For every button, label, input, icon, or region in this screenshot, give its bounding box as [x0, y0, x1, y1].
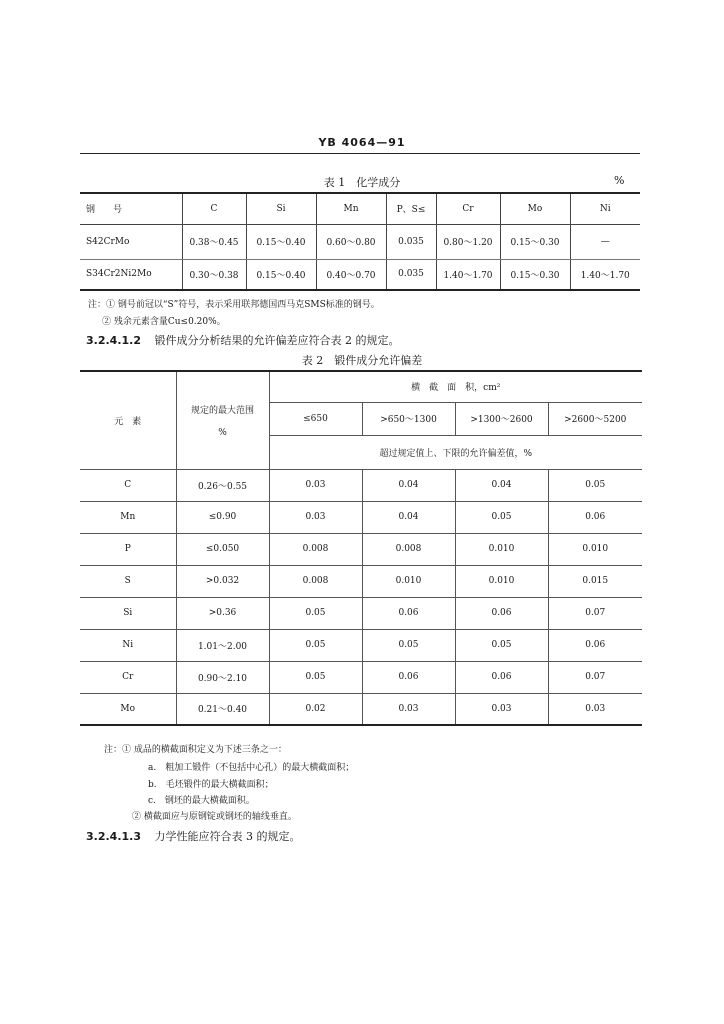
table2-area-header: 横 截 面 积，cm²: [269, 371, 642, 402]
table2-cell: 0.05: [455, 629, 548, 661]
table2-cell: 1.01～2.00: [176, 629, 269, 661]
table2-cell: 0.90～2.10: [176, 661, 269, 693]
table1-col-mo: Mo: [500, 193, 570, 224]
table2-note-b: b. 毛坯锻件的最大横截面积；: [148, 780, 274, 790]
table2-note-2: ② 横截面应与原钢锭或钢坯的轴线垂直。: [132, 812, 297, 822]
table1-cell: 1.40～1.70: [570, 259, 640, 290]
table1-col-mn: Mn: [316, 193, 386, 224]
table1-cell: 0.035: [386, 259, 436, 290]
table2-cell: 0.05: [362, 629, 455, 661]
table1-cell: 0.40～0.70: [316, 259, 386, 290]
table2-deviation-label: 超过规定值上、下限的允许偏差值，%: [269, 435, 642, 469]
table2-cell: 0.07: [548, 597, 642, 629]
table1-cell: 0.38～0.45: [182, 224, 246, 259]
table2-cell: 0.03: [269, 501, 362, 533]
table2-cell: ≤0.050: [176, 533, 269, 565]
table-row: [80, 469, 642, 501]
table2-cell: 0.010: [362, 565, 455, 597]
table2-cell: 0.04: [362, 469, 455, 501]
table2-cell: 0.008: [269, 565, 362, 597]
doc-code-header: YB 4064—91: [318, 136, 406, 149]
table1-cell: 0.15～0.30: [500, 224, 570, 259]
table2-cell: 0.05: [548, 469, 642, 501]
table2-cell: >0.36: [176, 597, 269, 629]
table2-cell: 0.06: [455, 597, 548, 629]
table2-cell: Mn: [80, 501, 176, 533]
table1-cell: 0.15～0.30: [500, 259, 570, 290]
table2-cell: Mo: [80, 693, 176, 725]
table2-cell: 0.04: [362, 501, 455, 533]
table1-col-ps: P、S≤: [386, 193, 436, 224]
table2-area-range: >650～1300: [362, 402, 455, 435]
table2-cell: 0.04: [455, 469, 548, 501]
table2-cell: 0.06: [455, 661, 548, 693]
table2-cell: Si: [80, 597, 176, 629]
section-3-2-4-1-3: [86, 828, 300, 844]
table1-unit: %: [614, 174, 625, 187]
table2-cell: >0.032: [176, 565, 269, 597]
table-row: [80, 693, 642, 725]
table2-cell: C: [80, 469, 176, 501]
table1-cell: S34Cr2Ni2Mo: [80, 259, 182, 290]
table2-note-a: a. 粗加工锻件（不包括中心孔）的最大横截面积；: [148, 763, 355, 773]
table2-cell: 0.06: [362, 661, 455, 693]
table1-col-ni: Ni: [570, 193, 640, 224]
table2: [80, 370, 642, 726]
table2-cell: 0.008: [269, 533, 362, 565]
table2-col-element: 元 素: [80, 371, 176, 469]
table2-area-range: ≤650: [269, 402, 362, 435]
table-row: [80, 597, 642, 629]
table1-col-grade: 钢 号: [80, 193, 182, 224]
table1-cell: 0.15～0.40: [246, 259, 316, 290]
table-row: [80, 533, 642, 565]
table-row: [80, 259, 640, 290]
table2-area-range: >2600～5200: [548, 402, 642, 435]
table1-col-cr: Cr: [436, 193, 500, 224]
section-text: 锻件成分分析结果的允许偏差应符合表 2 的规定。: [154, 334, 400, 347]
table2-cell: 0.03: [455, 693, 548, 725]
table2-col-max-range-unit: %: [218, 427, 227, 438]
table2-cell: 0.03: [548, 693, 642, 725]
table2-cell: 0.03: [362, 693, 455, 725]
table2-cell: 0.02: [269, 693, 362, 725]
section-3-2-4-1-2: [86, 332, 399, 348]
table1-col-c: C: [182, 193, 246, 224]
table2-cell: 0.06: [548, 501, 642, 533]
table2-cell: 0.05: [269, 597, 362, 629]
table1-note-1: 注：① 钢号前冠以“S”符号，表示采用联邦德国西马克SMS标准的钢号。: [88, 300, 380, 310]
table2-cell: P: [80, 533, 176, 565]
table2-cell: 0.05: [455, 501, 548, 533]
table2-col-max-range: [176, 371, 269, 469]
table2-cell: 0.05: [269, 661, 362, 693]
table2-cell: 0.03: [269, 469, 362, 501]
table2-cell: 0.05: [269, 629, 362, 661]
table2-cell: ≤0.90: [176, 501, 269, 533]
table2-cell: 0.008: [362, 533, 455, 565]
table2-cell: 0.07: [548, 661, 642, 693]
section-number: 3.2.4.1.2: [86, 334, 141, 347]
table1-cell: 0.30～0.38: [182, 259, 246, 290]
table1-title: 表 1 化学成分: [323, 176, 401, 189]
table-row: [80, 501, 642, 533]
table1: [80, 192, 640, 291]
table1-cell: 0.035: [386, 224, 436, 259]
table2-col-max-range-label: 规定的最大范围: [190, 405, 254, 416]
table1-cell: S42CrMo: [80, 224, 182, 259]
table2-cell: 0.06: [362, 597, 455, 629]
table2-cell: 0.21～0.40: [176, 693, 269, 725]
table2-title: 表 2 锻件成分允许偏差: [301, 354, 423, 367]
table2-cell: Cr: [80, 661, 176, 693]
table1-cell: 1.40～1.70: [436, 259, 500, 290]
table2-cell: 0.015: [548, 565, 642, 597]
table1-col-si: Si: [246, 193, 316, 224]
table2-cell: 0.010: [455, 533, 548, 565]
table1-cell: 0.80～1.20: [436, 224, 500, 259]
section-text: 力学性能应符合表 3 的规定。: [154, 830, 301, 843]
table1-cell: 0.15～0.40: [246, 224, 316, 259]
table2-cell: 0.010: [548, 533, 642, 565]
table2-cell: 0.06: [548, 629, 642, 661]
header-rule: [80, 153, 640, 154]
table1-header-row: [80, 193, 640, 224]
table2-cell: S: [80, 565, 176, 597]
table2-note-1: 注：① 成品的横截面积定义为下述三条之一：: [104, 745, 287, 755]
table2-cell: 0.26～0.55: [176, 469, 269, 501]
table2-area-range: >1300～2600: [455, 402, 548, 435]
table1-note-2: ② 残余元素含量Cu≤0.20%。: [102, 317, 226, 327]
table1-cell: —: [570, 224, 640, 259]
table2-cell: Ni: [80, 629, 176, 661]
table2-note-c: c. 钢坯的最大横截面积。: [148, 796, 255, 806]
table-row: [80, 565, 642, 597]
table-row: [80, 629, 642, 661]
table2-cell: 0.010: [455, 565, 548, 597]
table1-cell: 0.60～0.80: [316, 224, 386, 259]
section-number: 3.2.4.1.3: [86, 830, 141, 843]
table-row: [80, 224, 640, 259]
table-row: [80, 661, 642, 693]
